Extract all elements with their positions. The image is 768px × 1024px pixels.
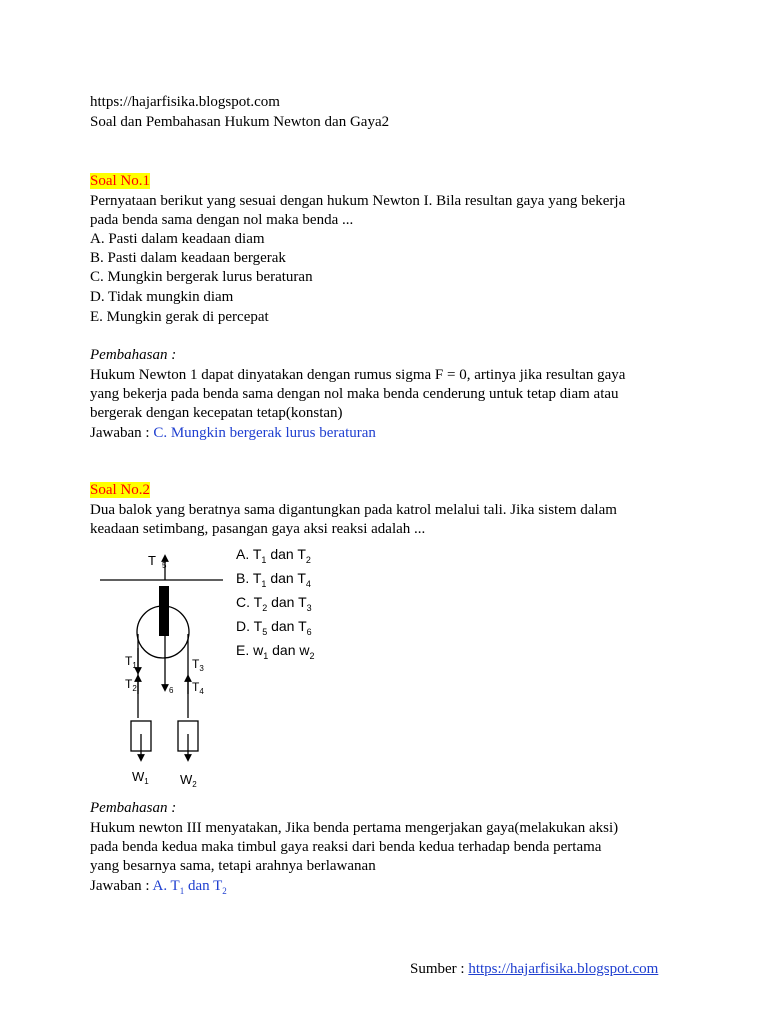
- answer-value: A. $T_1$ dan $T_2$: [152, 878, 227, 896]
- footer-link[interactable]: https://hajarfisika.blogspot.com: [468, 961, 659, 977]
- soal2-heading: [90, 481, 150, 500]
- soal2-option-c: C. $T_2$ dan $T_3$: [236, 594, 312, 613]
- footer-source: [410, 960, 658, 979]
- soal1-label: Soal No.1: [90, 173, 150, 189]
- soal1-option-a: A. Pasti dalam keadaan diam: [90, 231, 265, 247]
- soal1-option-b: B. Pasti dalam keadaan bergerak: [90, 250, 286, 266]
- soal1-option-c: C. Mungkin bergerak lurus beraturan: [90, 269, 313, 285]
- soal2-label: Soal No.2: [90, 482, 150, 498]
- label-t1: $T_1$: [125, 654, 137, 670]
- soal2-answer: [90, 877, 227, 901]
- answer-value: C. Mungkin bergerak lurus beraturan: [153, 425, 376, 441]
- soal2-explanation: Hukum newton III menyatakan, Jika benda pertama mengerjakan gaya(melakukan aksi): [90, 820, 619, 836]
- source-url: https://hajarfisika.blogspot.com: [90, 94, 280, 110]
- footer-prefix: Sumber :: [410, 961, 469, 977]
- soal1-pembahasan-label: Pembahasan :: [90, 347, 177, 363]
- soal1-explanation: yang bekerja pada benda sama dengan nol maka benda cenderung untuk tetap diam atau: [90, 386, 619, 402]
- soal2-option-e: E. $w_1$ dan $w_2$: [236, 642, 315, 661]
- soal1-explanation: Hukum Newton 1 dapat dinyatakan dengan rumus sigma F = 0, artinya jika resultan gaya: [90, 367, 626, 383]
- soal2-option-a: A. $T_1$ dan $T_2$: [236, 546, 311, 565]
- soal1-answer: [90, 424, 376, 443]
- label-w2: $W_2$: [180, 772, 197, 789]
- soal1-explanation: bergerak dengan kecepatan tetap(konstan): [90, 405, 343, 421]
- soal1-option-e: E. Mungkin gerak di percepat: [90, 309, 269, 325]
- label-w1: $W_1$: [132, 769, 149, 786]
- answer-prefix: Jawaban :: [90, 878, 153, 894]
- label-t5: T $_5$: [148, 553, 167, 570]
- soal1-heading: [90, 172, 150, 191]
- soal2-option-d: D. $T_5$ dan $T_6$: [236, 618, 312, 637]
- page-title: Soal dan Pembahasan Hukum Newton dan Gaya2: [90, 114, 390, 130]
- pulley-hanger: [159, 586, 169, 636]
- soal2-question: Dua balok yang beratnya sama digantungkan pada katrol melalui tali. Jika sistem dalam: [90, 502, 617, 518]
- label-t4: $T_4$: [192, 680, 204, 696]
- soal1-option-d: D. Tidak mungkin diam: [90, 289, 234, 305]
- soal2-option-b: B. $T_1$ dan $T_4$: [236, 570, 311, 589]
- soal1-question: pada benda sama dengan nol maka benda ...: [90, 212, 354, 228]
- soal2-question: keadaan setimbang, pasangan gaya aksi reaksi adalah ...: [90, 521, 426, 537]
- soal1-question: Pernyataan berikut yang sesuai dengan hukum Newton I. Bila resultan gaya yang bekerja: [90, 193, 626, 209]
- answer-prefix: Jawaban :: [90, 425, 154, 441]
- pulley-diagram: [95, 548, 230, 798]
- label-t2: $T_2$: [125, 677, 137, 693]
- soal2-explanation: yang besarnya sama, tetapi arahnya berlawanan: [90, 858, 376, 874]
- soal2-explanation: pada benda kedua maka timbul gaya reaksi dari benda kedua terhadap benda pertama: [90, 839, 602, 855]
- soal2-pembahasan-label: Pembahasan :: [90, 800, 177, 816]
- label-t3: $T_3$: [192, 657, 204, 673]
- label-t6: 6: [169, 686, 174, 695]
